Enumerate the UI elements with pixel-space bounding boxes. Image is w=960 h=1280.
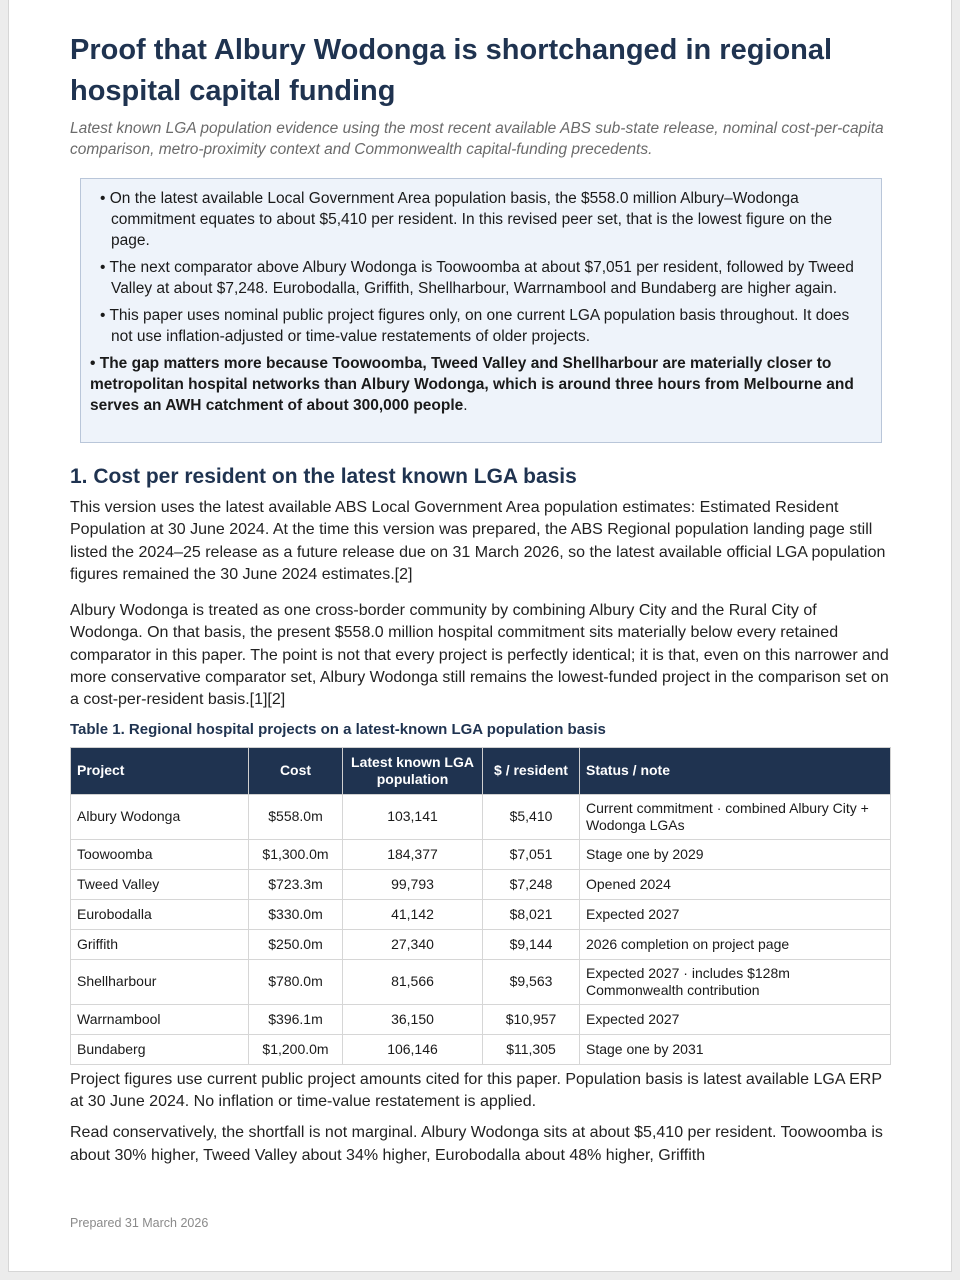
section-paragraph-2: Albury Wodonga is treated as one cross-border community by combining Albury City and the Rural City of Wodonga. On that basis, the present $558.0 million hospital commitment sits materially below every retained comparator in this paper. The point is not that every project is perfectly identical; it is that, even on this narrower and more conservative comparator set, Albury Wodonga still remains the lowest-funded project in the comparison set on a cost-per-resident basis.[1][2] (70, 602, 889, 709)
page-subtitle: Latest known LGA population evidence using the most recent available ABS sub-state release, nominal cost-per-capita comparison, metro-proximity context and Commonwealth capital-funding precedents. (70, 120, 884, 158)
table-row (71, 869, 891, 899)
callout-bullet-1: • On the latest available Local Government Area population basis, the $558.0 million Albury–Wodonga commitment equates to about $5,410 per resident. In this revised peer set, that is the lowest figure on the page. (100, 190, 833, 249)
cell-per-resident: $7,248 (483, 869, 580, 899)
cell-status: Stage one by 2031 (580, 1034, 891, 1064)
cell-project: Shellharbour (71, 959, 249, 1004)
cell-per-resident: $8,021 (483, 899, 580, 929)
table-row (71, 794, 891, 839)
cell-project: Toowoomba (71, 839, 249, 869)
table-row (71, 959, 891, 1004)
document-page (8, 0, 952, 1272)
table-row (71, 929, 891, 959)
cell-cost: $723.3m (249, 869, 343, 899)
section-paragraph-1: This version uses the latest available ABS Local Government Area population estimates: Estimated Resident Population at 30 June 2024. At the time this version was prepared, the ABS Regional population landing page still listed the 2024–25 release as a future release due on 31 March 2026, so the latest available official LGA population figures remained the 30 June 2024 estimates.[2] (70, 499, 886, 583)
section-heading: 1. Cost per resident on the latest known LGA basis (70, 465, 577, 488)
cell-project: Tweed Valley (71, 869, 249, 899)
cell-per-resident: $9,563 (483, 959, 580, 1004)
cell-status: Expected 2027 (580, 1004, 891, 1034)
section-paragraph-3: Read conservatively, the shortfall is not marginal. Albury Wodonga sits at about $5,410 per resident. Toowoomba is about 30% higher, Tweed Valley about 34% higher, Eurobodalla about 48% higher, Griffith (70, 1124, 883, 1164)
cell-project: Griffith (71, 929, 249, 959)
table-header-row (71, 747, 891, 794)
header-per-resident: $ / resident (483, 747, 580, 794)
callout-bullet-4-bold: • The gap matters more because Toowoomba, Tweed Valley and Shellharbour are materially closer to metropolitan hospital networks than Albury Wodonga, which is around three hours from Melbourne and serves an AWH catchment of about 300,000 people (90, 355, 854, 414)
cell-status: Expected 2027 · includes $128m Commonwealth contribution (580, 959, 891, 1004)
callout-bullet-4 (90, 353, 869, 416)
table-row (71, 1004, 891, 1034)
table-note: Project figures use current public project amounts cited for this paper. Population basis is latest available LGA ERP at 30 June 2024. No inflation or time-value restatement is applied. (70, 1070, 882, 1110)
page-title: Proof that Albury Wodonga is shortchanged in regional hospital capital funding (70, 34, 833, 107)
cell-project: Warrnambool (71, 1004, 249, 1034)
cell-per-resident: $9,144 (483, 929, 580, 959)
cell-population: 106,146 (343, 1034, 483, 1064)
header-project: Project (71, 747, 249, 794)
cell-population: 99,793 (343, 869, 483, 899)
cell-cost: $250.0m (249, 929, 343, 959)
cell-cost: $558.0m (249, 794, 343, 839)
cell-project: Bundaberg (71, 1034, 249, 1064)
callout-bullet-4-tail: . (463, 397, 468, 414)
table-row (71, 899, 891, 929)
cell-population: 27,340 (343, 929, 483, 959)
callout-bullet-3: • This paper uses nominal public project figures only, on one current LGA population basis throughout. It does not use inflation-adjusted or time-value restatements of older projects. (100, 307, 850, 345)
table-row (71, 1034, 891, 1064)
summary-callout (80, 178, 882, 443)
header-cost: Cost (249, 747, 343, 794)
cell-population: 184,377 (343, 839, 483, 869)
header-population: Latest known LGA population (343, 747, 483, 794)
funding-table (70, 747, 891, 1065)
cell-cost: $780.0m (249, 959, 343, 1004)
cell-per-resident: $11,305 (483, 1034, 580, 1064)
table-row (71, 839, 891, 869)
page-footer: Prepared 31 March 2026 (70, 1216, 209, 1230)
page-content (70, 30, 890, 1167)
cell-cost: $330.0m (249, 899, 343, 929)
cell-project: Albury Wodonga (71, 794, 249, 839)
cell-per-resident: $7,051 (483, 839, 580, 869)
cell-status: Expected 2027 (580, 899, 891, 929)
cell-status: 2026 completion on project page (580, 929, 891, 959)
cell-status: Current commitment · combined Albury City + Wodonga LGAs (580, 794, 891, 839)
cell-cost: $1,200.0m (249, 1034, 343, 1064)
header-status: Status / note (580, 747, 891, 794)
cell-population: 103,141 (343, 794, 483, 839)
table-caption: Table 1. Regional hospital projects on a latest-known LGA population basis (70, 720, 606, 738)
cell-status: Opened 2024 (580, 869, 891, 899)
cell-cost: $1,300.0m (249, 839, 343, 869)
cell-status: Stage one by 2029 (580, 839, 891, 869)
cell-population: 41,142 (343, 899, 483, 929)
cell-project: Eurobodalla (71, 899, 249, 929)
cell-population: 81,566 (343, 959, 483, 1004)
cell-population: 36,150 (343, 1004, 483, 1034)
callout-bullet-2: • The next comparator above Albury Wodonga is Toowoomba at about $7,051 per resident, followed by Tweed Valley at about $7,248. Eurobodalla, Griffith, Shellharbour, Warrnambool and Bundaberg are higher again. (100, 259, 854, 297)
cell-per-resident: $5,410 (483, 794, 580, 839)
cell-cost: $396.1m (249, 1004, 343, 1034)
cell-per-resident: $10,957 (483, 1004, 580, 1034)
